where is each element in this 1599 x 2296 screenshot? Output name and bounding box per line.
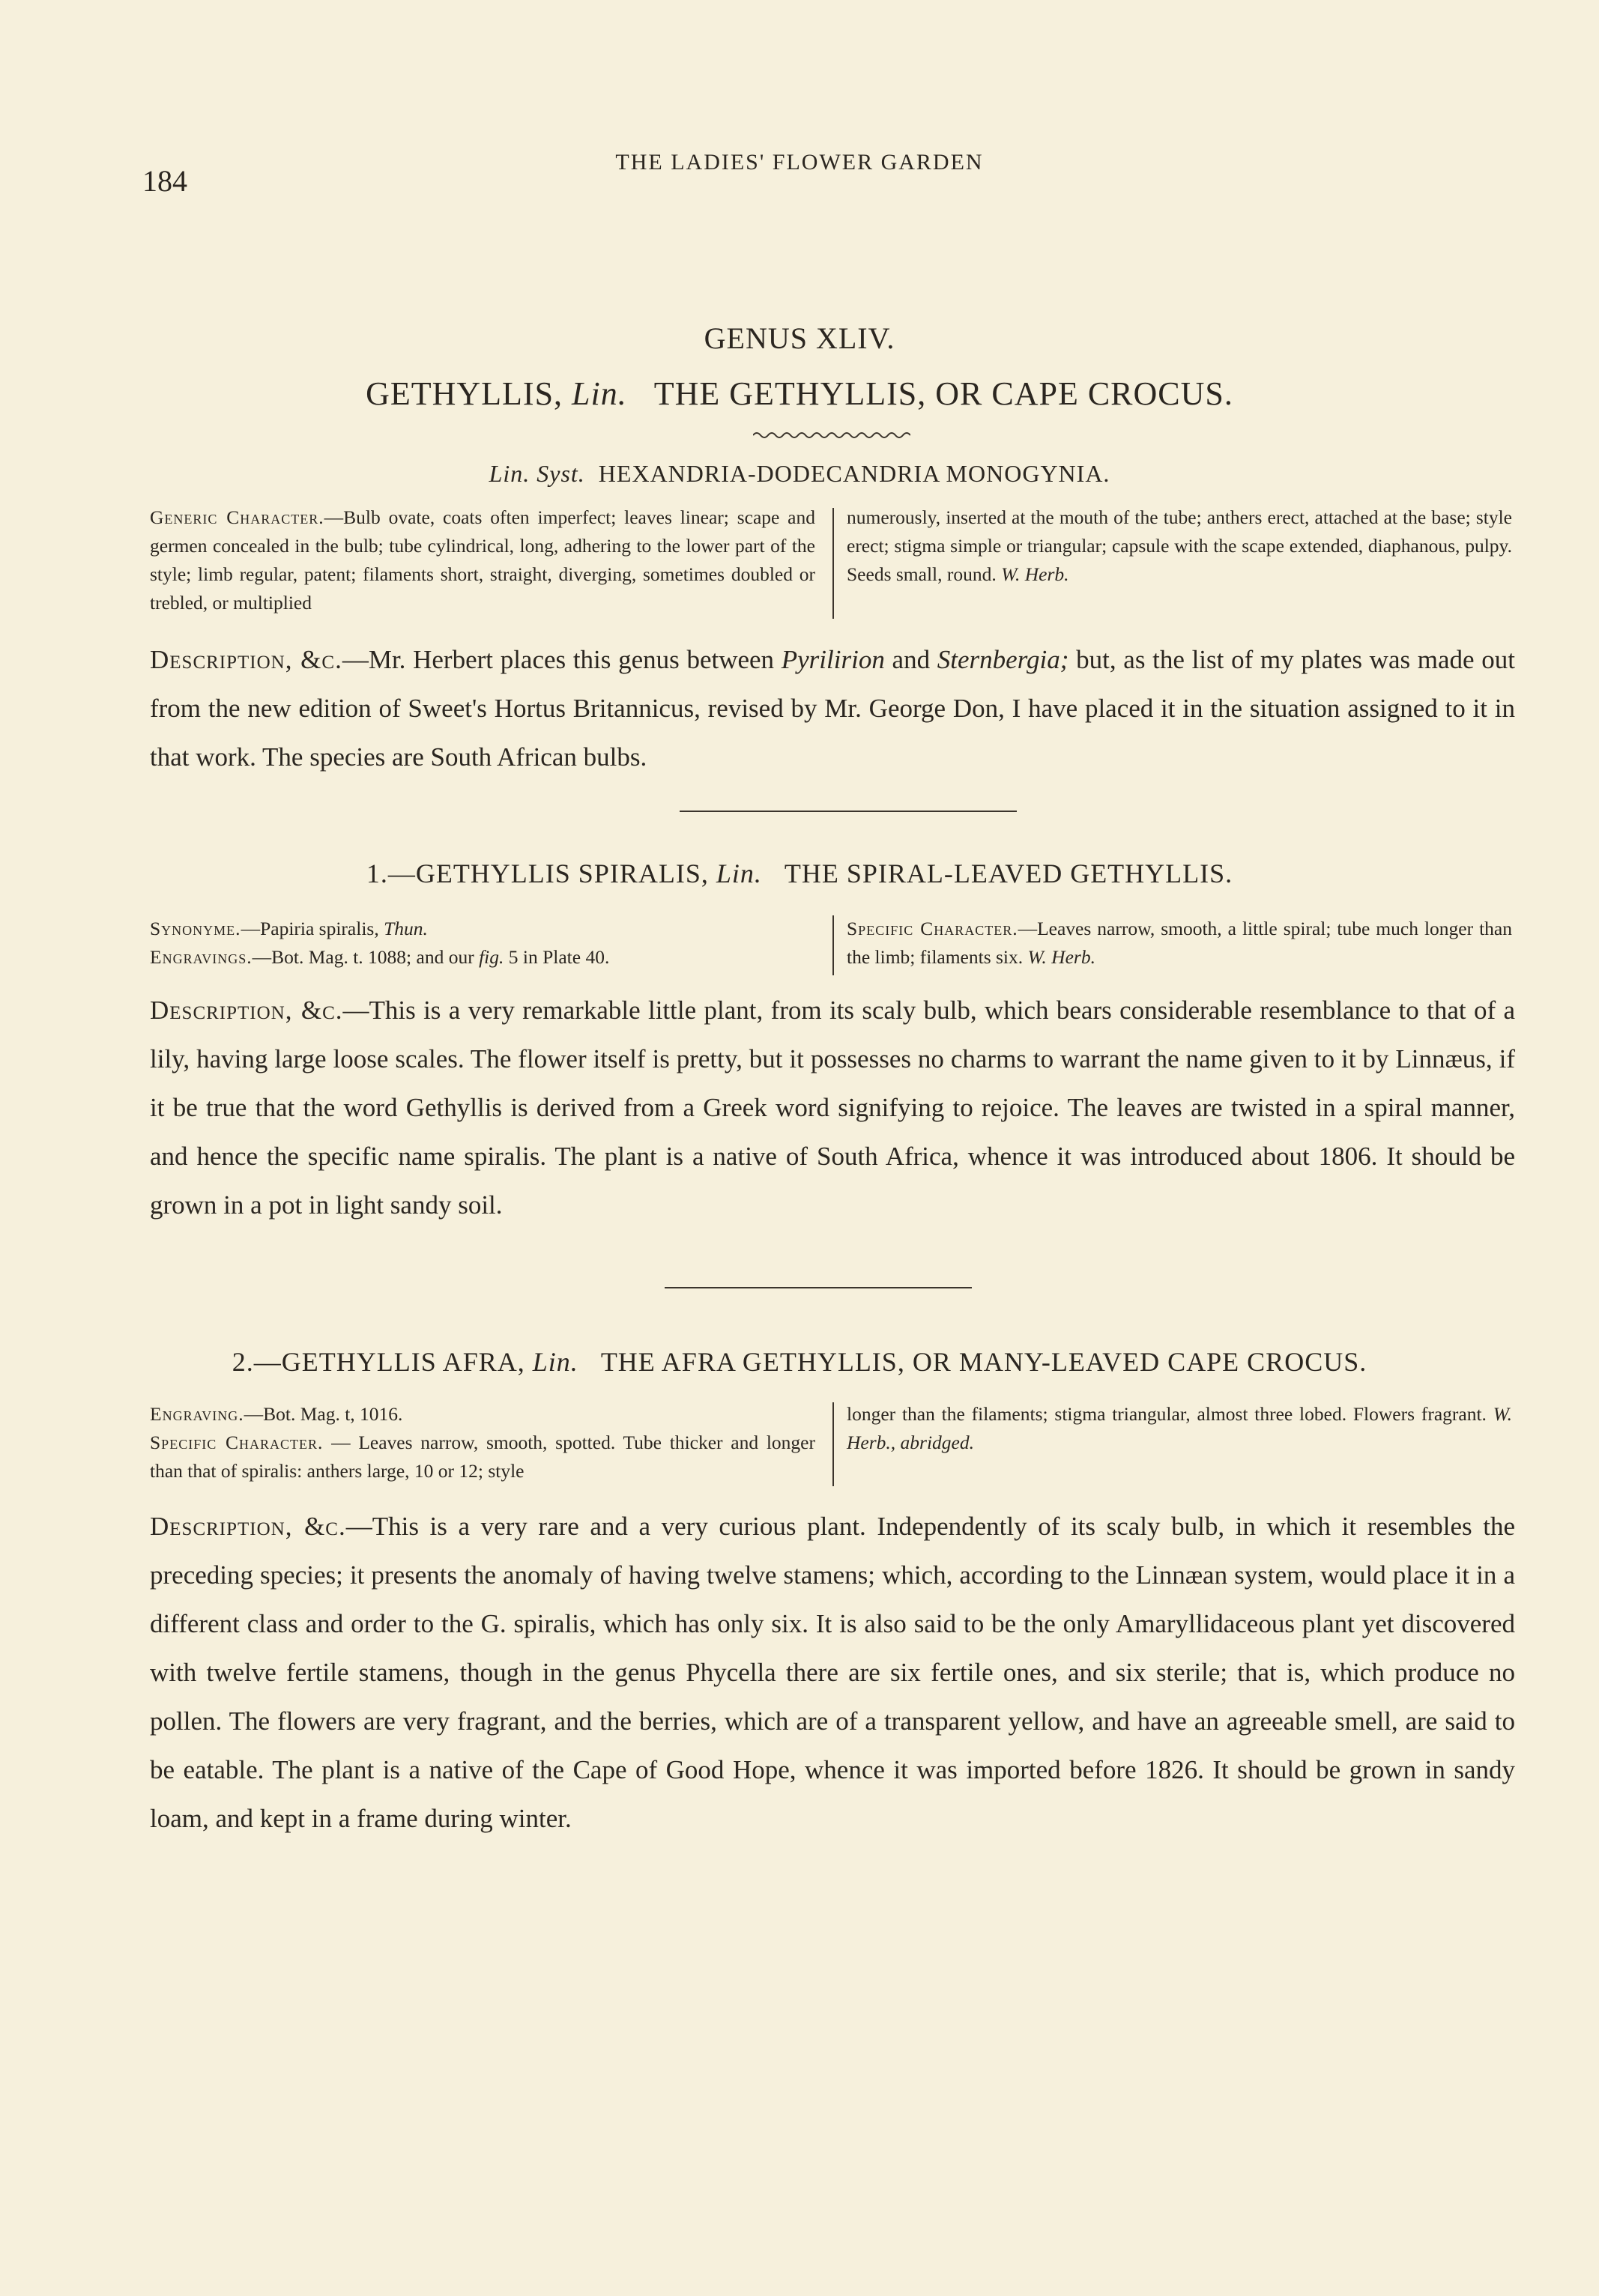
section-rule [680,811,1017,812]
species-1-latin: 1.—GETHYLLIS SPIRALIS, [366,858,709,888]
specific-character-line [150,1429,815,1485]
synonyme-line [150,915,815,943]
specific-character-text: —Leaves narrow, smooth, a little spiral; tube much longer than the limb; filaments six. [847,918,1512,968]
species-1-left-column [150,915,815,972]
specific-character-text-left: — Leaves narrow, smooth, spotted. Tube thicker and longer than that of spiralis: anthers large, 10 or 12; style [150,1432,815,1482]
specific-character-text-right: longer than the filaments; stigma triangular, almost three lobed. Flowers fragrant. [847,1403,1487,1425]
species-2-latin: 2.—GETHYLLIS AFRA, [232,1347,525,1377]
description-text: —This is a very remarkable little plant, from its scaly bulb, which bears considerable resemblance to that of a lily, having large loose scales. The flower itself is pretty, but it possesses no charms to warrant the name given to it by Linnæus, if it be true that the word Gethyllis is derived from a Greek word signifying to rejoice. The leaves are twisted in a spiral manner, and hence the specific name spiralis. The plant is a native of South Africa, whence it was introduced about 1806. It should be grown in a pot in light sandy soil. [150,996,1516,1220]
description-genus-1: Pyrilirion [781,645,885,674]
description-label: Description, &c. [150,1512,346,1541]
species-2-heading [0,1346,1599,1378]
engravings-label: Engravings. [150,946,253,968]
specific-character-source: W. Herb., abridged. [847,1403,1513,1453]
species-1-right-column [847,915,1512,972]
specific-character-label: Specific Character. [150,1432,324,1453]
specific-character-source: W. Herb. [1027,946,1095,968]
species-1-common: THE SPIRAL-LEAVED GETHYLLIS. [784,858,1233,888]
generic-character-source: W. Herb. [1001,563,1069,585]
species-2-common: THE AFRA GETHYLLIS, OR MANY-LEAVED CAPE CROCUS. [600,1347,1367,1377]
species-2-authority: Lin. [532,1347,578,1377]
description-text-2: but, as the list of my plates was made out from the new edition of Sweet's Hortus Britannicus, revised by Mr. George Don, I have placed it in the situation assigned to it in that work. The species are South African bulbs. [150,645,1516,772]
generic-character-right [847,503,1512,589]
engraving-line [150,1400,815,1429]
description-text: —This is a very rare and a very curious plant. Independently of its scaly bulb, in which it resembles the preceding species; it presents the anomaly of having twelve stamens; which, according to the Linnæan system, would place it in a different class and order to the G. spiralis, which has only six. It is also said to be the only Amaryllidaceous plant yet discovered with twelve fertile stamens, though in the genus Phycella there are six fertile ones, and six sterile; that is, which produce no pollen. The flowers are very fragrant, and the berries, which are of a transparent yellow, and have an agreeable smell, are said to be eatable. The plant is a native of the Cape of Good Hope, whence it was imported before 1826. It should be grown in sandy loam, and kept in a frame during winter. [150,1512,1515,1833]
engravings-fig: fig. [479,946,504,968]
description-label: Description, &c. [150,645,342,674]
description-text: —Mr. Herbert places this genus between [342,645,775,674]
system-name: HEXANDRIA-DODECANDRIA MONOGYNIA. [598,460,1110,487]
generic-character-left [150,503,815,617]
genus-number: GENUS XLIV. [704,321,895,355]
column-divider [832,915,834,975]
linnaean-system [0,460,1599,488]
species-2-left-column [150,1400,815,1485]
specific-character-label: Specific Character. [847,918,1018,939]
genus-title [0,375,1599,413]
engraving-text: —Bot. Mag. t, 1016. [244,1403,403,1425]
description-and: and [892,645,931,674]
species-2-description [150,1502,1515,1843]
section-rule [665,1287,972,1288]
wave-ornament [753,430,910,440]
genus-authority: Lin. [572,375,627,412]
engravings-end: 5 in Plate 40. [508,946,610,968]
synonyme-text: —Papiria spiralis, [241,918,379,939]
species-1-authority: Lin. [716,858,762,888]
column-divider [832,508,834,619]
description-label: Description, &c. [150,996,343,1025]
description-genus-2: Sternbergia; [937,645,1069,674]
genus-common-name: THE GETHYLLIS, OR CAPE CROCUS. [653,375,1233,412]
synonyme-authority: Thun. [384,918,428,939]
generic-character-label: Generic Character. [150,506,324,528]
engravings-text: —Bot. Mag. t. 1088; and our [252,946,474,968]
genus-description [150,635,1515,781]
generic-character-text-left: —Bulb ovate, coats often imperfect; leaves linear; scape and germen concealed in the bulb; tube cylindrical, long, adhering to the lower part of the style; limb regular, patent; filaments short, straight, diverging, sometimes doubled or trebled, or multiplied [150,506,815,614]
species-1-description [150,986,1515,1229]
generic-character-text-right: numerously, inserted at the mouth of the tube; anthers erect, attached at the base; style erect; stigma simple or triangular; capsule with the scape extended, diaphanous, pulpy. Seeds small, round. [847,506,1512,585]
engravings-line [150,943,815,972]
genus-latin: GETHYLLIS, [366,375,563,412]
page-number: 184 [142,164,187,198]
species-2-right-column [847,1400,1512,1457]
running-title: THE LADIES' FLOWER GARDEN [615,150,984,175]
column-divider [832,1402,834,1486]
synonyme-label: Synonyme. [150,918,241,939]
system-label: Lin. Syst. [489,460,585,487]
species-1-heading [0,858,1599,889]
engraving-label: Engraving. [150,1403,244,1425]
